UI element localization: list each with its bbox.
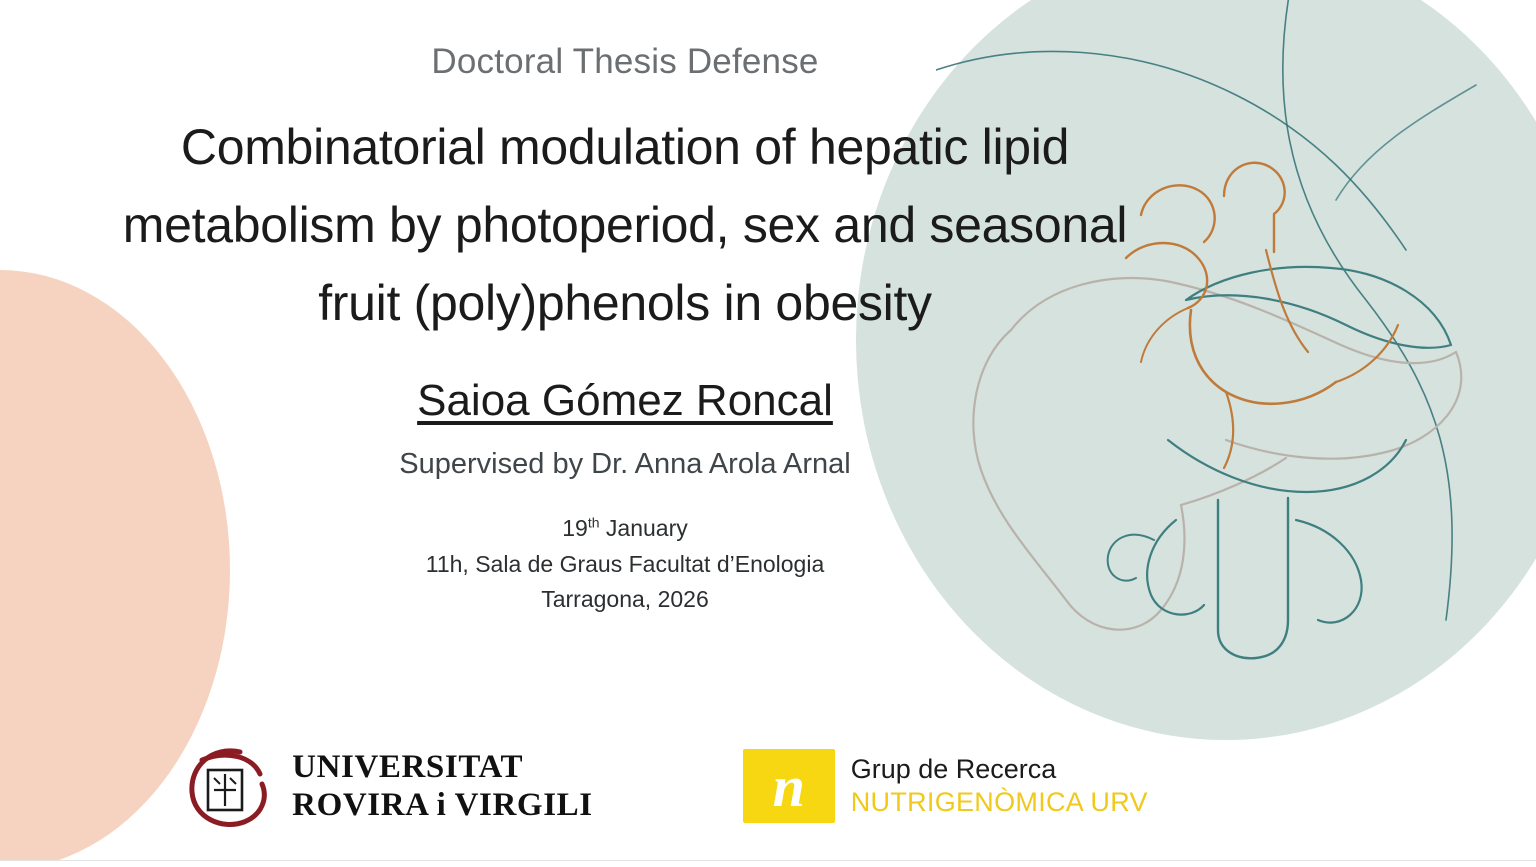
nutrigenomica-n-icon: [743, 749, 835, 823]
nutrigenomica-glyph: n: [772, 753, 805, 819]
urv-logo: [182, 740, 593, 832]
nutrigenomica-line1: Grup de Recerca: [850, 754, 1057, 785]
event-date-day: 19: [562, 515, 588, 541]
logo-row: [0, 740, 1330, 832]
event-date: [0, 511, 1250, 547]
page-title: Combinatorial modulation of hepatic lipid metabolism by photoperiod, sex and seasonal fruit (poly)phenols in obesity: [122, 119, 1128, 331]
supervisor-line: Supervised by Dr. Anna Arola Arnal: [399, 448, 851, 480]
nutrigenomica-line2: NUTRIGENÒMICA URV: [850, 787, 1148, 817]
event-details: [0, 511, 1250, 618]
nutrigenomica-logo: [743, 749, 1148, 823]
urv-seal-icon: [182, 740, 274, 832]
slide-kicker: Doctoral Thesis Defense: [431, 42, 819, 81]
urv-logo-text: [292, 748, 593, 825]
urv-logo-line2: ROVIRA i VIRGILI: [292, 787, 593, 823]
event-city-year: Tarragona, 2026: [541, 586, 709, 613]
event-date-suffix: th: [587, 514, 600, 531]
event-time-place: 11h, Sala de Graus Facultat d’Enologia: [425, 550, 825, 577]
event-date-month: January: [599, 515, 688, 541]
nutrigenomica-logo-text: [851, 753, 1148, 819]
slide-bottom-divider: [0, 860, 1536, 867]
author-name: Saioa Gómez Roncal: [417, 376, 833, 425]
urv-logo-line1: UNIVERSITAT: [292, 748, 524, 785]
